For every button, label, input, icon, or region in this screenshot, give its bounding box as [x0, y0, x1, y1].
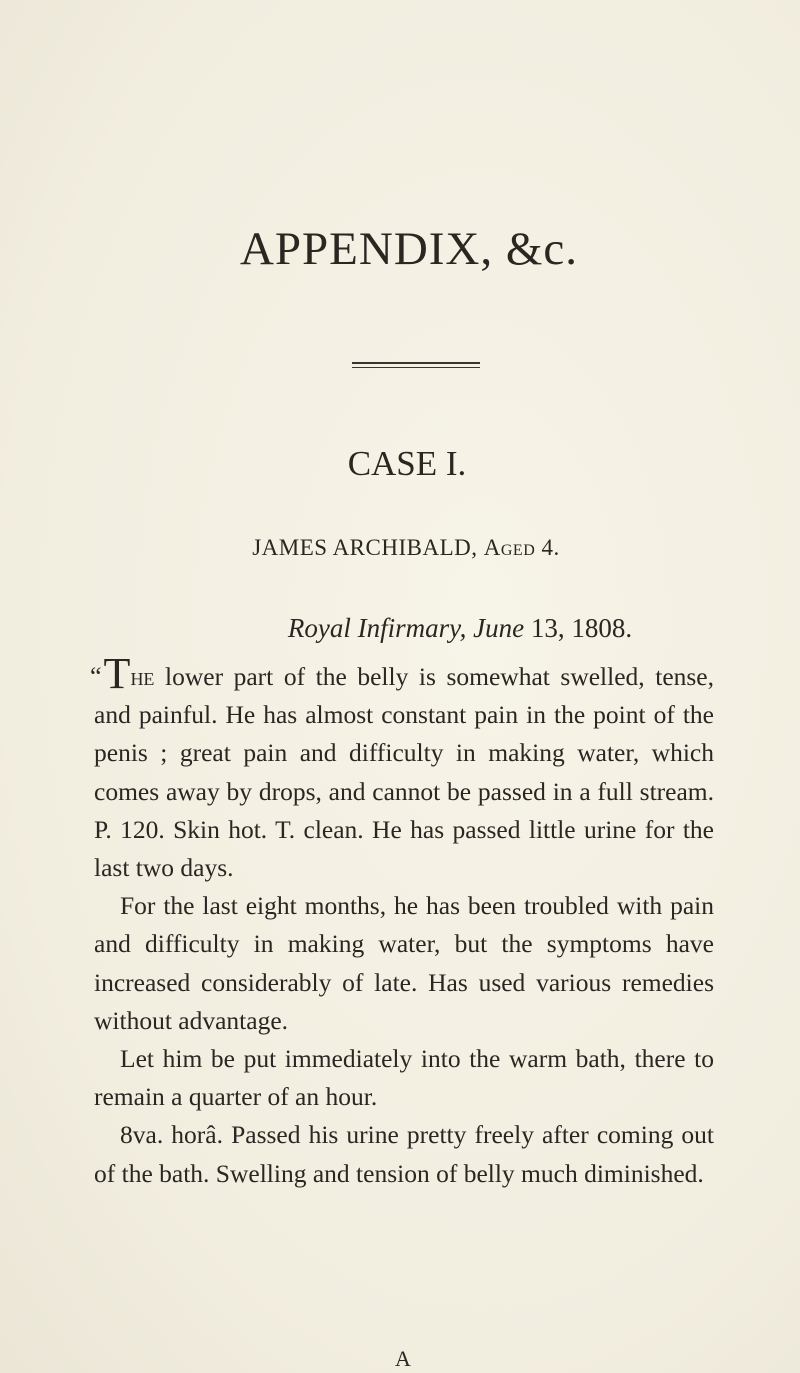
date-rest: 13, 1808.: [530, 613, 633, 643]
place-name: Royal Infirmary,: [287, 613, 467, 643]
paragraph-3: Let him be put immediately into the warm bath, there to remain a quarter of an hour.: [94, 1044, 714, 1112]
patient-aged-label: Aged: [483, 535, 536, 560]
date-month: June: [473, 613, 525, 643]
case-notes: [90, 649, 715, 1193]
heading-rule-thick: [352, 362, 480, 364]
first-word-rest: he: [130, 662, 155, 691]
patient-age: 4.: [541, 535, 560, 560]
drop-cap: T: [103, 649, 131, 698]
paragraph-1: [90, 649, 715, 887]
paragraph-1-text: lower part of the belly is somewhat swelled, tense, and painful. He has almost constant pain in the point of the penis ; great pain and difficulty in making water, which comes away by drops, and cannot be passed in a full stream. P. 120. Skin hot. T. clean. He has passed little urine for the last two days.: [94, 662, 715, 883]
appendix-heading: APPENDIX, &c.: [239, 223, 579, 275]
case-title: CASE I.: [347, 444, 467, 483]
heading-rule-thin: [352, 367, 480, 368]
patient-line: [0, 535, 800, 561]
signature-mark: A: [395, 1346, 411, 1371]
paragraph-2: For the last eight months, he has been troubled with pain and difficulty in making water, but the symptoms have increased considerably of late. Has used various remedies without advantage.: [94, 891, 714, 1035]
dateline: [0, 613, 800, 644]
opening-quote: “: [90, 662, 102, 691]
patient-name: JAMES ARCHIBALD,: [252, 535, 478, 560]
paragraph-4: 8va. horâ. Passed his urine pretty freely after coming out of the bath. Swelling and tension of belly much diminished.: [94, 1120, 714, 1188]
